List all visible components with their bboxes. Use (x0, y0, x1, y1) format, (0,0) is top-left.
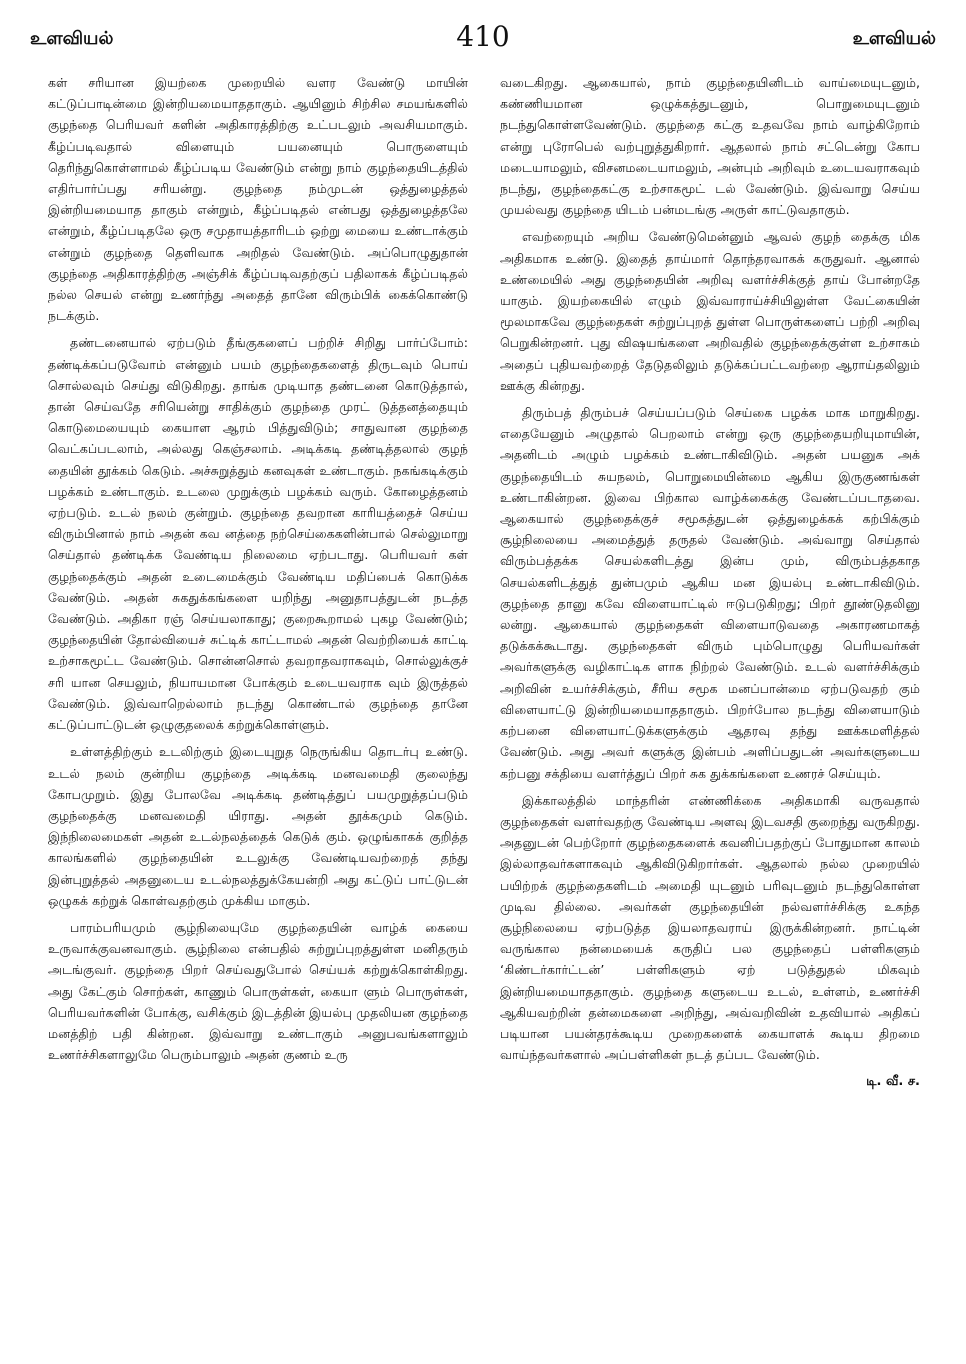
author-signature: டி. வீ. ச. (866, 1074, 920, 1090)
paragraph: பாரம்பரியமும் சூழ்நிலையுமே குழந்தையின் வாழ்க் கையை உருவாக்குவனவாகும். சூழ்நிலை என்பதில் சுற்றுப்புறத்துள்ள மனிதரும் அடங்குவர். குழந்தை பிறர் செய்வதுபோல் செய்யக் கற்றுக்கொள்கிறது. அது கேட்கும் சொற்கள், காணும் பொருள்கள், கையா ளும் பொருள்கள், பெரியவர்களின் போக்கு, வசிக்கும் இடத்தின் இயல்பு முதலியன குழந்தை மனத்திற் பதி கின்றன. இவ்வாறு உண்டாகும் அனுபவங்களாலும் உணர்ச்சிகளாலுமே பெரும்பாலும் அதன் குணம் உரு (48, 919, 468, 1063)
paragraph: கள் சரியான இயற்கை முறையில் வளர வேண்டு மாயின் கட்டுப்பாடின்மை இன்றியமையாததாகும். ஆயினும் சிற்சில சமயங்களில் குழந்தை பெரியவர் களின் அதிகாரத்திற்கு உட்படலும் அவசியமாகும். கீழ்ப்படிவதால் விளையும் பயனையும் பொருளையும் தெரிந்துகொள்ளாமல் கீழ்ப்படிய வேண்டும் என்று நாம் குழந்தையிடத்தில் எதிர்பார்ப்பது சரியன்று. குழந்தை நம்முடன் ஒத்துழைத்தல் இன்றியமையாத தாகும் என்றும், கீழ்ப்படிதல் என்பது ஒத்துழைத்தலே என்றும், கீழ்ப்படிதலே ஒரு சமுதாயத்தாரிடம் ஒற்று மையை உண்டாக்கும் என்றும் குழந்தை தெளிவாக அறிதல் வேண்டும். அப்பொழுதுதான் குழந்தை அதிகாரத்திற்கு அஞ்சிக் கீழ்ப்படிவதற்குப் பதிலாகக் கீழ்ப்படிதல் நல்ல செயல் என்று உணர்ந்து அதைத் தானே விரும்பிக் கைக்கொண்டு நடக்கும். (48, 75, 468, 324)
running-title-right: உளவியல் (852, 28, 936, 49)
paragraph: உள்ளத்திற்கும் உடலிற்கும் இடையுறுத நெருங்கிய தொடர்பு உண்டு. உடல் நலம் குன்றிய குழந்தை அடிக்கடி மனவமைதி குலைந்து கோபமுறும். இது போலவே அடிக்கடி தண்டித்துப் பயமுறுத்தப்படும் குழந்தைக்கு மனவமைதி யிராது. அதன் தூக்கமும் கெடும். இந்நிலைமைகள் அதன் உடல்நலத்தைக் கெடுக் கும். ஒழுங்காகக் குறித்த காலங்களில் குழந்தையின் உடலுக்கு வேண்டியவற்றைத் தந்து இன்புறுத்தல் அதனுடைய உடல்நலத்துக்கேயன்றி அது கட்டுப் பாட்டுடன் ஒழுகக் கற்றுக் கொள்வதற்கும் முக்கிய மாகும். (48, 744, 468, 908)
right-column (500, 72, 920, 1352)
paragraph: இக்காலத்தில் மாந்தரின் எண்ணிக்கை அதிகமாகி வருவதால் குழந்தைகள் வளர்வதற்கு வேண்டிய அளவு இடவசதி குறைந்து வருகிறது. அதனுடன் பெற்றோர் குழந்தைகளைக் கவனிப்பதற்குப் போதுமான காலம் இல்லாதவர்களாகவும் ஆகிவிடுகிறார்கள். ஆதலால் நல்ல முறையில் பயிற்றக் குழந்தைகளிடம் அமைதி யுடனும் பரிவுடனும் நடந்துகொள்ள முடிவ தில்லை. அவர்கள் குழந்தையின் நல்வளர்ச்சிக்கு உகந்த சூழ்நிலையை ஏற்படுத்த இயலாதவராய் இருக்கின்றனர். நாட்டின் வருங்கால நன்மையைக் கருதிப் பல குழந்தைப் பள்ளிகளும் ‘கிண்டர்கார்ட்டன்’ பள்ளிகளும் ஏற் படுத்துதல் மிகவும் இன்றியமையாததாகும். குழந்தை களுடைய உடல், உள்ளம், உணர்ச்சி ஆகியவற்றின் தன்மைகளை அறிந்து, அவ்வறிவின் உதவியால் அதிகப் படியான பயன்தரக்கூடிய முறைகளைக் கையாளக் கூடிய திறமை வாய்ந்தவர்களால் அப்பள்ளிகள் நடத் தப்பட வேண்டும். (500, 792, 920, 1063)
paragraph: திரும்பத் திரும்பச் செய்யப்படும் செய்கை பழக்க மாக மாறுகிறது. எதையேனும் அழுதால் பெறலாம் என்று ஒரு குழந்தையறியுமாயின், அதனிடம் அழும் பழக்கம் உண்டாகிவிடும். அதன் பயனுக அக் குழந்தையிடம் சுயநலம், பொறுமையின்மை ஆகிய இருகுணங்கள் உண்டாகின்றன. இவை பிற்கால வாழ்க்கைக்கு வேண்டப்படாதவை. ஆகையால் குழந்தைக்குச் சமூகத்துடன் ஒத்துழைக்கக் கற்பிக்கும் சூழ்நிலையை அமைத்துத் தருதல் வேண்டும். அவ்வாறு செய்தால் விரும்பத்தக்க செயல்களிடத்து இன்ப மும், விரும்பத்தகாத செயல்களிடத்துத் துன்பமும் ஆகிய மன இயல்பு உண்டாகிவிடும். குழந்தை தானு கவே விளையாட்டில் ஈடுபடுகிறது; பிறர் தூண்டுதலினு லன்று. ஆகையால் குழந்தைகள் விளையாடுவதை அகாரணமாகத் தடுக்கக்கூடாது. குழந்தைகள் விரும் பும்பொழுது பெரியவர்கள் அவர்களுக்கு வழிகாட்டிக ளாக நிற்றல் வேண்டும். உடல் வளர்ச்சிக்கும் அறிவின் உயர்ச்சிக்கும், சீரிய சமூக மனப்பான்மை ஏற்படுவதற் கும் விளையாட்டு இன்றியமையாததாகும். பிறர்போல நடந்து விளையாடும் கற்பனை விளையாட்டுக்களுக்கும் ஆதரவு தந்து ஊக்கமளித்தல் வேண்டும். அது அவர் களுக்கு இன்பம் அளிப்பதுடன் அவர்களுடைய கற்பனு சக்தியை வளர்த்துப் பிறர் சுக துக்கங்களை உணரச் செய்யும். (500, 405, 920, 781)
left-column (48, 72, 468, 1352)
paragraph: எவற்றையும் அறிய வேண்டுமென்னும் ஆவல் குழந் தைக்கு மிக அதிகமாக உண்டு. இதைத் தாய்மார் தொந்தரவாகக் கருதுவர். ஆனால் உண்மையில் அது குழந்தையின் அறிவு வளர்ச்சிக்குத் தாய் போன்றதே யாகும். இயற்கையில் எழும் இவ்வாராய்ச்சியிலுள்ள வேட்கையின் மூலமாகவே குழந்தைகள் சுற்றுப்புறத் துள்ள பொருள்களைப் பற்றி அறிவு பெறுகின்றனர். புது விஷயங்களை அறிவதில் குழந்தைக்குள்ள உற்சாகம் அதைப் புதியவற்றைத் தேடுதலிலும் தடுக்கப்பட்டவற்றை ஆராய்தலிலும் ஊக்கு கின்றது. (500, 229, 920, 393)
paragraph: தண்டனையால் ஏற்படும் தீங்குகளைப் பற்றிச் சிறிது பார்ப்போம்: தண்டிக்கப்படுவோம் என்னும் பயம் குழந்தைகளைத் திருடவும் பொய் சொல்லவும் செய்து விடுகிறது. தாங்க முடியாத தண்டனை கொடுத்தால், தான் செய்வதே சரியென்று சாதிக்கும் குழந்தை முரட் டுத்தனத்தையும் கொடுமையையும் கையாள ஆரம் பித்துவிடும்; சாதுவான குழந்தை வெட்கப்படலாம், அல்லது கெஞ்சலாம். அடிக்கடி தண்டித்தலால் குழந் தையின் தூக்கம் கெடும். அச்சுறுத்தும் கனவுகள் உண்டாகும். நகங்கடிக்கும் பழக்கம் உண்டாகும். உடலை முறுக்கும் பழக்கம் வரும். கோழைத்தனம் ஏற்படும். உடல் நலம் குன்றும். குழந்தை தவறான காரியத்தைச் செய்ய விரும்பினால் நாம் அதன் கவ னத்தை நற்செய்கைகளின்பால் செல்லுமாறு செய்தால் தண்டிக்க வேண்டிய நிலைமை ஏற்படாது. பெரியவர் கள் குழந்தைக்கும் அதன் உடைமைக்கும் வேண்டிய மதிப்பைக் கொடுக்க வேண்டும். அதன் சுகதுக்கங்களை யறிந்து அனுதாபத்துடன் நடத்த வேண்டும். அதிகா ரஞ் செய்யலாகாது; குறைகூறாமல் புகழ வேண்டும்; குழந்தையின் தோல்வியைச் சுட்டிக் காட்டாமல் அதன் வெற்றியைக் காட்டி உற்சாகமூட்ட வேண்டும். சொன்னசொல் தவறாதவராகவும், சொல்லுக்குச் சரி யான செயலும், நியாயமான போக்கும் உடையவராக வும் இருத்தல் வேண்டும். இவ்வாறெல்லாம் நடந்து கொண்டால் குழந்தை தானே கட்டுப்பாட்டுடன் ஒழுகுதலைக் கற்றுக்கொள்ளும். (48, 335, 468, 733)
running-title-left: உளவியல் (30, 28, 114, 49)
page-number: 410 (456, 20, 510, 53)
running-header (30, 18, 936, 58)
paragraph: வடைகிறது. ஆகையால், நாம் குழந்தையினிடம் வாய்மையுடனும், கண்ணியமான ஒழுக்கத்துடனும், பொறுமையுடனும் நடந்துகொள்ளவேண்டும். குழந்தை கட்கு உதவவே நாம் வாழ்கிறோம் என்று புரோபெல் வற்புறுத்துகிறார். ஆதலால் நாம் சட்டென்று கோப மடையாமலும், விசனமடையாமலும், அன்பும் அறிவும் உடையவராகவும் நடந்து, குழந்தைகட்கு உற்சாகமூட் டல் வேண்டும். இவ்வாறு செய்ய முயல்வது குழந்தை யிடம் பன்மடங்கு அருள் காட்டுவதாகும். (500, 75, 920, 218)
